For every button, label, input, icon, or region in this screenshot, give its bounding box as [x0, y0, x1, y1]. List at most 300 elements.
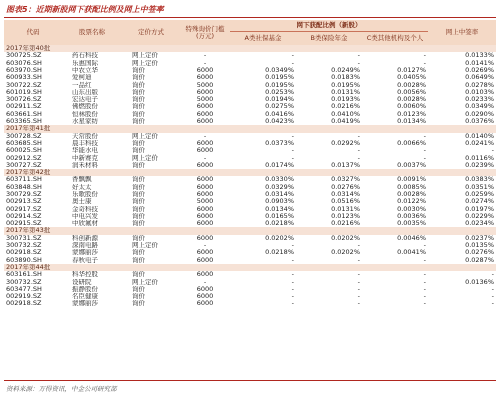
- cell-method: 询价: [132, 256, 145, 264]
- cell-class-c: -: [362, 279, 428, 286]
- cell-class-b: -: [357, 52, 360, 60]
- table-row: [4, 286, 496, 293]
- cell-class-a: 0.0195%: [230, 74, 296, 81]
- cell-price: 6000: [180, 191, 230, 198]
- cell-name: 金奇科技: [62, 206, 122, 213]
- cell-code: 603848.SH: [6, 183, 42, 191]
- cell-code: 603970.SH: [6, 66, 42, 74]
- cell-class-c: -: [423, 256, 426, 264]
- cell-name: 中欣氟材: [62, 220, 122, 227]
- cell-name: 中农立华: [72, 66, 98, 74]
- cell-online-rate: -: [428, 147, 496, 154]
- cell-name: 宏达电子: [72, 96, 98, 104]
- cell-class-a: -: [230, 279, 296, 286]
- cell-class-c: 0.0028%: [397, 81, 426, 89]
- cell-class-b: 0.0419%: [296, 118, 362, 125]
- cell-name: 一品红: [72, 81, 92, 89]
- cell-class-a: 0.0218%: [230, 249, 296, 256]
- cell-class-c: 0.0035%: [362, 220, 428, 227]
- table-row: [4, 140, 496, 147]
- cell-online-rate: -: [491, 271, 494, 279]
- table-row: [4, 242, 496, 249]
- cell-class-a: -: [291, 256, 294, 264]
- header-allocation-group: 网下获配比例（新股）: [230, 20, 428, 32]
- table-row: [4, 133, 496, 140]
- cell-class-c: -: [423, 52, 426, 60]
- table-row: [4, 176, 496, 183]
- cell-class-b: 0.0292%: [331, 139, 360, 147]
- table-row: [4, 162, 496, 169]
- cell-class-b: -: [357, 154, 360, 162]
- cell-code: 300727.SZ: [4, 162, 62, 169]
- cell-class-a: -: [291, 154, 294, 162]
- header-class-a: A类社保基金: [230, 32, 296, 46]
- cell-class-a: 0.0330%: [230, 176, 296, 183]
- cell-method: 询价: [122, 74, 180, 81]
- cell-class-b: 0.0516%: [331, 198, 360, 206]
- cell-online-rate: 0.0278%: [465, 81, 494, 89]
- cell-class-a: 0.0253%: [230, 89, 296, 96]
- header-method: 定价方式: [122, 20, 180, 45]
- cell-online-rate: 0.0383%: [428, 176, 496, 183]
- cell-online-rate: 0.0135%: [465, 242, 494, 250]
- cell-class-a: 0.0174%: [230, 162, 296, 169]
- figure-title: 图表5：近期新股网下获配比例及网上中签率: [6, 5, 164, 14]
- cell-class-c: -: [362, 133, 428, 140]
- cell-class-b: 0.0216%: [296, 220, 362, 227]
- cell-method: 询价: [132, 300, 145, 308]
- table-row: [4, 220, 496, 227]
- cell-method: 询价: [132, 285, 145, 293]
- cell-online-rate: -: [491, 285, 494, 293]
- cell-class-b: 0.0131%: [296, 206, 362, 213]
- table-row: [4, 249, 496, 256]
- cell-class-c: 0.0066%: [397, 139, 426, 147]
- cell-online-rate: 0.0136%: [428, 279, 496, 286]
- table-row: [4, 103, 496, 110]
- group-label: 2017年第41批: [4, 125, 496, 132]
- cell-online-rate: 0.0349%: [428, 103, 496, 110]
- cell-name: 山东出版: [62, 89, 122, 96]
- cell-name: 爱柯迪: [62, 74, 122, 81]
- cell-code: 300732.SZ: [4, 279, 62, 286]
- cell-class-b: 0.0202%: [296, 235, 362, 242]
- cell-price: 6000: [196, 110, 214, 118]
- cell-method: 询价: [132, 271, 145, 279]
- table-row: [4, 279, 496, 286]
- cell-price: 6000: [196, 300, 214, 308]
- cell-class-c: -: [423, 300, 426, 308]
- cell-online-rate: 0.0276%: [428, 249, 496, 256]
- cell-method: 询价: [122, 147, 180, 154]
- cell-code: 002914.SZ: [6, 212, 42, 220]
- cell-online-rate: 0.0140%: [428, 133, 496, 140]
- cell-method: 询价: [122, 118, 180, 125]
- cell-price: 6000: [180, 74, 230, 81]
- header-code: 代码: [4, 20, 62, 45]
- cell-class-b: -: [296, 279, 362, 286]
- cell-class-a: 0.0218%: [230, 220, 296, 227]
- cell-class-b: 0.0327%: [296, 176, 362, 183]
- cell-class-c: -: [362, 293, 428, 300]
- cell-class-c: 0.0127%: [397, 66, 426, 74]
- cell-class-a: 0.0314%: [230, 191, 296, 198]
- cell-name: 恒林股份: [72, 110, 98, 118]
- cell-class-c: -: [362, 147, 428, 154]
- cell-online-rate: 0.0103%: [428, 89, 496, 96]
- table-row: [4, 60, 496, 67]
- cell-name: 设研院: [62, 279, 122, 286]
- cell-code: 603661.SH: [6, 110, 42, 118]
- cell-method: 询价: [132, 66, 145, 74]
- cell-online-rate: 0.0116%: [465, 154, 494, 162]
- cell-class-a: -: [291, 242, 294, 250]
- cell-name: 乐歌股份: [62, 191, 122, 198]
- cell-method: 询价: [132, 110, 145, 118]
- table-row: [4, 235, 496, 242]
- cell-method: 询价: [122, 206, 180, 213]
- cell-class-b: -: [296, 293, 362, 300]
- cell-online-rate: -: [491, 300, 494, 308]
- cell-online-rate: 0.0649%: [428, 74, 496, 81]
- cell-online-rate: 0.0376%: [428, 118, 496, 125]
- group-header-row: [4, 169, 496, 176]
- title-rule: [4, 17, 496, 18]
- cell-class-b: 0.0216%: [296, 103, 362, 110]
- table-row: [4, 271, 496, 278]
- cell-price: 6000: [180, 235, 230, 242]
- cell-class-c: -: [423, 271, 426, 279]
- cell-class-c: 0.0036%: [397, 212, 426, 220]
- header-name: 股票名称: [62, 20, 122, 45]
- cell-method: 询价: [132, 212, 145, 220]
- cell-online-rate: 0.0274%: [465, 198, 494, 206]
- cell-code: 603076.SH: [4, 60, 62, 67]
- cell-class-a: 0.0416%: [265, 110, 294, 118]
- cell-price: 6000: [196, 256, 214, 264]
- cell-price: 6000: [180, 118, 230, 125]
- cell-code: 002913.SZ: [6, 198, 42, 206]
- cell-price: -: [203, 154, 207, 162]
- table-row: [4, 96, 496, 103]
- cell-class-a: 0.0202%: [230, 235, 296, 242]
- cell-name: 香飘飘: [62, 176, 122, 183]
- cell-code: 002919.SZ: [4, 293, 62, 300]
- table-row: [4, 147, 496, 154]
- cell-class-c: 0.0037%: [362, 162, 428, 169]
- cell-class-c: 0.0085%: [397, 183, 426, 191]
- cell-method: 网上定价: [132, 242, 158, 250]
- header-price: 特殊询价门槛(万元): [180, 20, 230, 45]
- cell-class-b: 0.0314%: [296, 191, 362, 198]
- table-row: [4, 89, 496, 96]
- cell-class-c: 0.0122%: [397, 198, 426, 206]
- cell-class-c: 0.0123%: [397, 110, 426, 118]
- group-header-row: [4, 45, 496, 52]
- cell-price: 6000: [180, 293, 230, 300]
- group-label: 2017年第40批: [4, 45, 496, 52]
- cell-online-rate: -: [428, 293, 496, 300]
- cell-price: 6000: [180, 220, 230, 227]
- cell-online-rate: 0.0259%: [428, 191, 496, 198]
- cell-method: 询价: [122, 235, 180, 242]
- table-row: [4, 213, 496, 220]
- cell-method: 询价: [132, 198, 145, 206]
- cell-price: 6000: [180, 147, 230, 154]
- cell-name: 深南电路: [72, 242, 98, 250]
- cell-class-b: 0.0202%: [296, 249, 362, 256]
- cell-code: 300729.SZ: [4, 191, 62, 198]
- cell-online-rate: 0.0239%: [428, 162, 496, 169]
- cell-class-c: 0.0046%: [362, 235, 428, 242]
- cell-method: 网上定价: [132, 154, 158, 162]
- cell-code: 300732.SZ: [6, 242, 42, 250]
- cell-class-b: -: [357, 271, 360, 279]
- cell-price: 6000: [196, 183, 214, 191]
- cell-class-c: -: [423, 154, 426, 162]
- cell-method: 网上定价: [122, 60, 180, 67]
- source-note: 资料来源：万得资讯，中金公司研究部: [6, 385, 117, 393]
- cell-name: 春秋电子: [72, 256, 98, 264]
- cell-name: 润禾材料: [62, 162, 122, 169]
- group-label: 2017年第43批: [4, 227, 496, 234]
- table-row: [4, 257, 496, 264]
- cell-method: 询价: [122, 103, 180, 110]
- cell-class-b: -: [296, 147, 362, 154]
- cell-code: 600025.SH: [4, 147, 62, 154]
- cell-class-a: 0.0903%: [265, 198, 294, 206]
- cell-method: 询价: [122, 176, 180, 183]
- cell-price: 6000: [196, 139, 214, 147]
- cell-method: 网上定价: [122, 133, 180, 140]
- header-class-b: B类保险年金: [296, 32, 362, 46]
- cell-class-b: 0.0195%: [331, 81, 360, 89]
- cell-code: 600933.SH: [4, 74, 62, 81]
- cell-class-a: -: [291, 300, 294, 308]
- cell-code: 603890.SH: [6, 256, 42, 264]
- cell-class-c: -: [362, 60, 428, 67]
- table-row: [4, 67, 496, 74]
- cell-online-rate: 0.0229%: [465, 212, 494, 220]
- cell-name: 中电兴发: [72, 212, 98, 220]
- cell-name: 振静股份: [72, 285, 98, 293]
- header-class-c: C类其他机构及个人: [362, 32, 428, 46]
- cell-code: 002918.SZ: [4, 249, 62, 256]
- cell-class-b: 0.0193%: [331, 96, 360, 104]
- cell-class-c: -: [423, 242, 426, 250]
- cell-price: 6000: [196, 271, 214, 279]
- cell-online-rate: 0.0141%: [428, 60, 496, 67]
- cell-code: 002917.SZ: [4, 206, 62, 213]
- cell-class-c: -: [423, 285, 426, 293]
- cell-price: 6000: [180, 176, 230, 183]
- cell-class-a: 0.0329%: [265, 183, 294, 191]
- cell-price: -: [180, 279, 230, 286]
- cell-class-b: -: [296, 133, 362, 140]
- cell-class-a: 0.0194%: [265, 96, 294, 104]
- cell-name: 华能水电: [62, 147, 122, 154]
- cell-class-b: 0.0410%: [331, 110, 360, 118]
- group-label: 2017年第44批: [4, 264, 496, 271]
- table-row: [4, 293, 496, 300]
- cell-class-b: 0.0137%: [296, 162, 362, 169]
- cell-code: 300722.SZ: [6, 81, 42, 89]
- cell-price: 6000: [196, 285, 214, 293]
- cell-class-a: -: [291, 52, 294, 60]
- cell-code: 002912.SZ: [6, 154, 42, 162]
- cell-class-a: 0.0373%: [265, 139, 294, 147]
- cell-method: 询价: [122, 191, 180, 198]
- cell-class-b: 0.0249%: [331, 66, 360, 74]
- cell-class-a: 0.0275%: [230, 103, 296, 110]
- cell-class-c: 0.0028%: [397, 96, 426, 104]
- cell-class-c: 0.0060%: [362, 103, 428, 110]
- cell-class-b: 0.0183%: [296, 74, 362, 81]
- cell-name: 好太太: [72, 183, 92, 191]
- cell-class-c: 0.0056%: [362, 89, 428, 96]
- table-row: [4, 118, 496, 125]
- table-row: [4, 111, 496, 118]
- cell-name: 名臣健康: [62, 293, 122, 300]
- cell-class-c: 0.0134%: [362, 118, 428, 125]
- table-row: [4, 81, 496, 88]
- cell-method: 询价: [132, 139, 145, 147]
- cell-code: 603161.SH: [6, 271, 42, 279]
- cell-price: 5000: [196, 198, 214, 206]
- cell-price: 6000: [196, 66, 214, 74]
- cell-method: 询价: [122, 293, 180, 300]
- table-body: [4, 45, 496, 308]
- cell-class-a: -: [291, 285, 294, 293]
- table-row: [4, 300, 496, 307]
- cell-price: 6000: [180, 162, 230, 169]
- cell-price: -: [180, 133, 230, 140]
- cell-class-c: 0.0030%: [362, 206, 428, 213]
- cell-online-rate: 0.0197%: [428, 206, 496, 213]
- cell-price: -: [203, 52, 207, 60]
- cell-class-a: -: [230, 133, 296, 140]
- cell-method: 询价: [122, 249, 180, 256]
- cell-name: 天常股份: [62, 133, 122, 140]
- cell-online-rate: 0.0234%: [428, 220, 496, 227]
- cell-method: 网上定价: [132, 52, 158, 60]
- cell-price: 6000: [180, 89, 230, 96]
- cell-class-a: -: [230, 293, 296, 300]
- cell-name: 药石科技: [72, 52, 98, 60]
- cell-name: 蒙娜丽莎: [72, 300, 98, 308]
- group-header-row: [4, 227, 496, 234]
- cell-class-b: 0.0123%: [331, 212, 360, 220]
- cell-name: 蒙娜丽莎: [62, 249, 122, 256]
- cell-method: 询价: [122, 89, 180, 96]
- cell-method: 询价: [132, 183, 145, 191]
- cell-code: 601019.SH: [4, 89, 62, 96]
- cell-class-a: 0.0423%: [230, 118, 296, 125]
- cell-code: 603365.SH: [4, 118, 62, 125]
- cell-method: 询价: [122, 162, 180, 169]
- group-header-row: [4, 264, 496, 271]
- cell-name: 晨丰科技: [72, 139, 98, 147]
- cell-class-b: 0.0276%: [331, 183, 360, 191]
- cell-class-a: -: [230, 60, 296, 67]
- table-row: [4, 198, 496, 205]
- cell-class-b: -: [357, 256, 360, 264]
- cell-method: 询价: [132, 96, 145, 104]
- table-row: [4, 191, 496, 198]
- group-header-row: [4, 125, 496, 132]
- cell-price: 5000: [196, 96, 214, 104]
- cell-code: 603477.SH: [6, 285, 42, 293]
- cell-price: 6000: [180, 103, 230, 110]
- cell-name: 中新赛克: [72, 154, 98, 162]
- cell-price: -: [203, 242, 207, 250]
- cell-name: 乐惠国际: [62, 60, 122, 67]
- cell-class-c: 0.0091%: [362, 176, 428, 183]
- cell-class-a: 0.0349%: [265, 66, 294, 74]
- cell-online-rate: 0.0351%: [465, 183, 494, 191]
- cell-method: 询价: [132, 81, 145, 89]
- cell-class-a: -: [291, 271, 294, 279]
- cell-code: 603711.SH: [4, 176, 62, 183]
- cell-class-b: -: [357, 242, 360, 250]
- cell-online-rate: 0.0233%: [465, 96, 494, 104]
- cell-online-rate: 0.0237%: [428, 235, 496, 242]
- table-row: [4, 206, 496, 213]
- cell-name: 科华控股: [72, 271, 98, 279]
- cell-class-a: 0.0165%: [265, 212, 294, 220]
- table-row: [4, 154, 496, 161]
- cell-method: 询价: [122, 220, 180, 227]
- table-row: [4, 52, 496, 59]
- cell-price: 6000: [180, 206, 230, 213]
- group-label: 2017年第42批: [4, 169, 496, 176]
- cell-price: 6000: [196, 212, 214, 220]
- cell-class-c: 0.0405%: [362, 74, 428, 81]
- cell-class-a: 0.0134%: [230, 206, 296, 213]
- cell-code: 300731.SZ: [4, 235, 62, 242]
- cell-online-rate: 0.0241%: [465, 139, 494, 147]
- cell-online-rate: 0.0290%: [465, 110, 494, 118]
- cell-price: 5000: [196, 81, 214, 89]
- header-online-rate: 网上中签率: [428, 20, 496, 45]
- footer-rule: [4, 380, 496, 381]
- cell-class-b: 0.0131%: [296, 89, 362, 96]
- cell-class-b: -: [296, 60, 362, 67]
- cell-price: 6000: [180, 249, 230, 256]
- cell-name: 科创新源: [62, 235, 122, 242]
- cell-code: 300728.SZ: [4, 133, 62, 140]
- cell-class-a: 0.0195%: [265, 81, 294, 89]
- cell-online-rate: 0.0133%: [465, 52, 494, 60]
- table-row: [4, 74, 496, 81]
- cell-name: 奥士康: [72, 198, 92, 206]
- cell-online-rate: 0.0287%: [465, 256, 494, 264]
- cell-class-a: -: [230, 147, 296, 154]
- cell-class-b: -: [357, 285, 360, 293]
- cell-class-b: -: [357, 300, 360, 308]
- cell-method: 网上定价: [122, 279, 180, 286]
- table-row: [4, 184, 496, 191]
- cell-online-rate: 0.0269%: [465, 66, 494, 74]
- cell-code: 603685.SH: [6, 139, 42, 147]
- ipo-allocation-table: [4, 20, 496, 308]
- cell-code: 300725.SZ: [6, 52, 42, 60]
- cell-price: -: [180, 60, 230, 67]
- cell-code: 002918.SZ: [6, 300, 42, 308]
- cell-code: 300726.SZ: [6, 96, 42, 104]
- cell-code: 002915.SZ: [4, 220, 62, 227]
- cell-code: 002911.SZ: [4, 103, 62, 110]
